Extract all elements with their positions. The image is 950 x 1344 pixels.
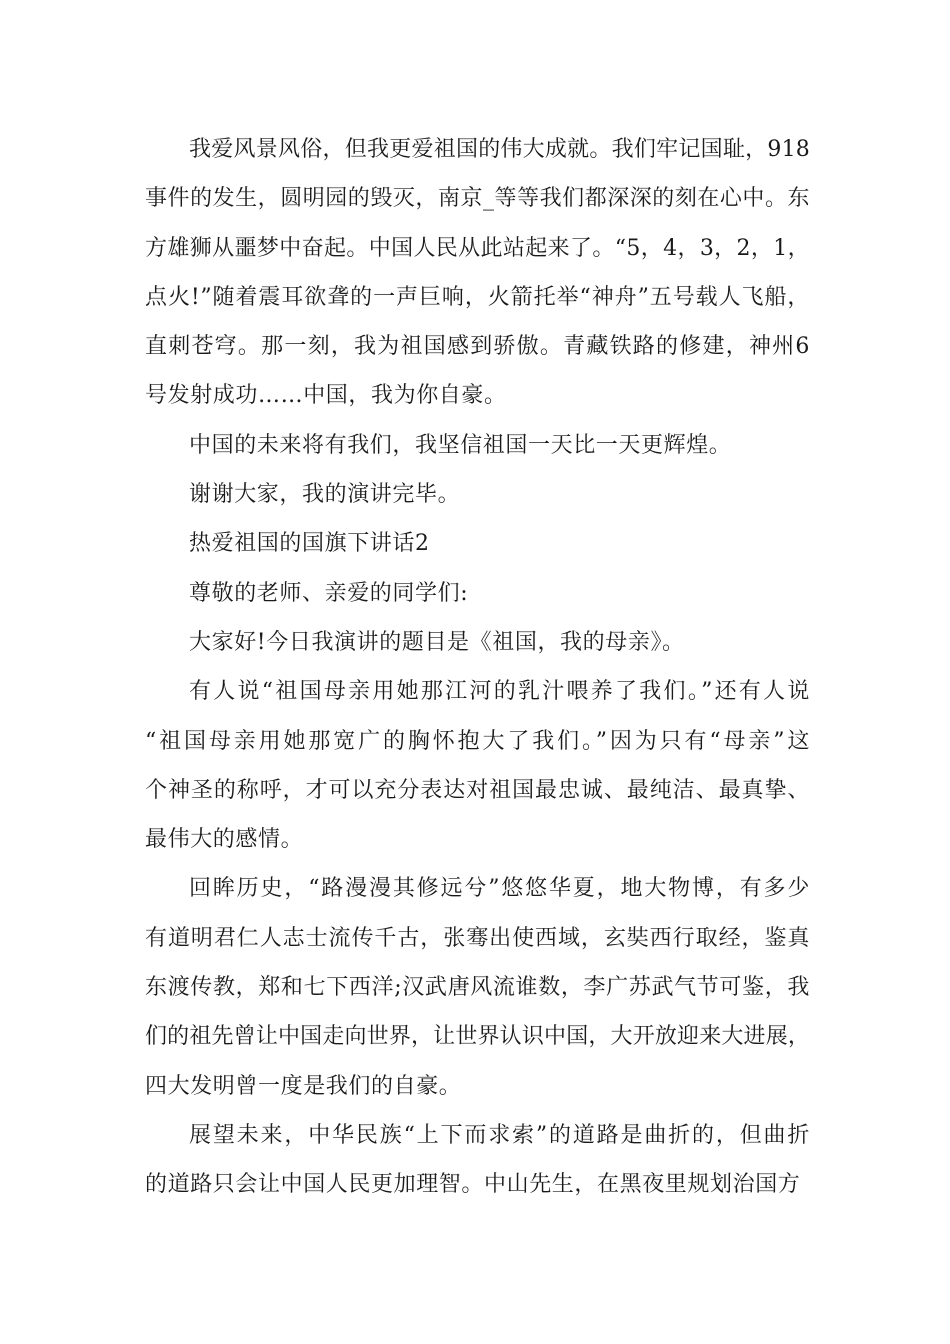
paragraph (145, 125, 810, 421)
text-line: 的道路只会让中国人民更加理智。中山先生，在黑夜里规划治国方 (145, 1172, 801, 1198)
text-line: 展望未来，中华民族“上下而求索”的道路是曲折的，但曲折 (189, 1122, 810, 1148)
text-line: 热爱祖国的国旗下讲话2 (189, 531, 430, 557)
text-line: 个神圣的称呼，才可以充分表达对祖国最忠诚、最纯洁、最真挚、 (145, 777, 810, 803)
text-line: 方雄狮从噩梦中奋起。中国人民从此站起来了。“5，4，3，2，1， (145, 235, 810, 261)
paragraph (145, 421, 810, 470)
text-line: 号发射成功……中国，我为你自豪。 (145, 383, 507, 409)
text-line: 有人说“祖国母亲用她那江河的乳汁喂养了我们。”还有人说 (189, 679, 810, 705)
text-line: 谢谢大家，我的演讲完毕。 (189, 482, 461, 508)
text-line: 直刺苍穹。那一刻，我为祖国感到骄傲。青藏铁路的修建，神州6 (145, 334, 810, 360)
text-line: 大家好!今日我演讲的题目是《祖国，我的母亲》。 (189, 629, 685, 655)
text-line: 点火!”随着震耳欲聋的一声巨响，火箭托举“神舟”五号载人飞船， (145, 284, 810, 310)
text-line: 尊敬的老师、亲爱的同学们: (189, 580, 469, 606)
paragraph (145, 1111, 810, 1210)
paragraph (145, 470, 810, 519)
document-body (145, 125, 810, 1210)
text-line: 最伟大的感情。 (145, 827, 304, 853)
paragraph (145, 667, 810, 864)
text-line: 们的祖先曾让中国走向世界，让世界认识中国，大开放迎来大进展， (145, 1024, 810, 1050)
paragraph (145, 569, 810, 618)
text-line: 事件的发生，圆明园的毁灭，南京_等等我们都深深的刻在心中。东 (145, 186, 810, 212)
paragraph (145, 618, 810, 667)
text-line: 我爱风景风俗，但我更爱祖国的伟大成就。我们牢记国耻，918 (189, 137, 810, 162)
text-line: 回眸历史，“路漫漫其修远兮”悠悠华夏，地大物博，有多少 (189, 876, 810, 902)
text-line: 中国的未来将有我们，我坚信祖国一天比一天更辉煌。 (189, 432, 732, 458)
text-line: 东渡传教，郑和七下西洋;汉武唐风流谁数，李广苏武气节可鉴，我 (145, 975, 810, 1001)
text-line: “祖国母亲用她那宽广的胸怀抱大了我们。”因为只有“母亲”这 (145, 728, 810, 754)
text-line: 四大发明曾一度是我们的自豪。 (145, 1073, 462, 1099)
paragraph (145, 519, 810, 568)
paragraph (145, 864, 810, 1110)
text-line: 有道明君仁人志士流传千古，张骞出使西域，玄奘西行取经，鉴真 (145, 925, 810, 951)
